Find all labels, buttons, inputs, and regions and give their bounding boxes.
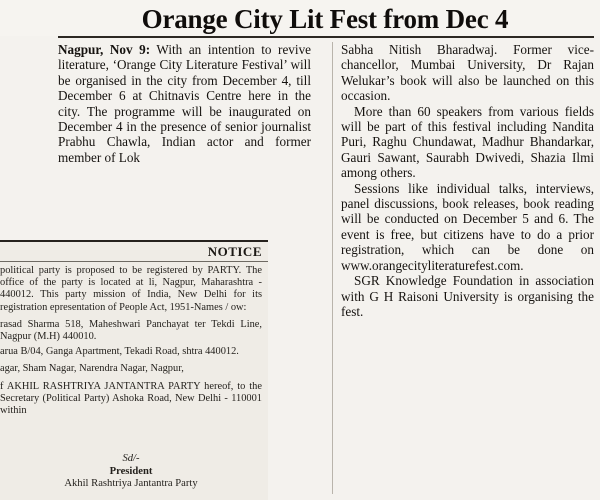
article-paragraph: Sessions like individual talks, interviews, panel discussions, book releases, book reading will be conducted on December 5 and 6. The event is free, but citizens have to do a prior registration, which can be done on www.orangecityliteraturefest.com. xyxy=(341,180,594,273)
notice-paragraph: f AKHIL RASHTRIYA JANTANTRA PARTY hereof, to the Secretary (Political Party) Ashoka Road, New Delhi - 110001 within xyxy=(0,380,262,417)
headline-divider xyxy=(58,36,594,38)
notice-title: NOTICE xyxy=(207,244,262,259)
article-paragraph: Sabha Nitish Bharadwaj. Former vice-chancellor, Mumbai University, Dr Rajan Welukar’s book will also be launched on this occasion. xyxy=(341,42,594,104)
notice-title-divider xyxy=(0,261,268,262)
article-paragraph: Nagpur, Nov 9: With an intention to revive literature, ‘Orange City Literature Festival’ will be organised in the city from December 4, till December 6 at Chitnavis Centre here in the city. The programme will be inaugurated on December 4 in the presence of senior journalist Prabhu Chawla, Indian actor and former member of Lok xyxy=(58,42,312,165)
notice-body xyxy=(0,265,262,422)
notice-paragraph: arua B/04, Ganga Apartment, Tekadi Road, shtra 440012. xyxy=(0,346,239,358)
notice-sd: Sd/- xyxy=(122,453,140,464)
headline-container xyxy=(0,0,600,36)
article-column-left xyxy=(58,42,311,165)
dateline: Nagpur, Nov 9: xyxy=(58,42,151,57)
notice-signoff xyxy=(0,453,262,491)
notice-top-divider xyxy=(0,240,268,242)
notice-party-name: Akhil Rashtriya Jantantra Party xyxy=(64,478,198,489)
notice-paragraph: political party is proposed to be registered by PARTY. The office of the party is located at li, Nagpur, Maharashtra - 440012. This party mission of India, New Delhi for its registration epresentation of People Act, 1951-Names / ow: xyxy=(0,265,262,313)
article-paragraph: More than 60 speakers from various fields will be part of this festival including Nandita Puri, Raghu Chundawat, Madhur Bhandarkar, Gauri Sawant, Saurabh Dwivedi, Shazia Ilmi among others. xyxy=(341,103,594,181)
column-divider xyxy=(332,42,333,494)
notice-paragraph: rasad Sharma 518, Maheshwari Panchayat ter Tekdi Line, Nagpur (M.H) 440010. xyxy=(0,318,262,343)
notice-paragraph: agar, Sham Nagar, Narendra Nagar, Nagpur, xyxy=(0,363,184,375)
notice-designation: President xyxy=(109,465,153,477)
page-title: Orange City Lit Fest from Dec 4 xyxy=(141,4,509,34)
article-paragraph: SGR Knowledge Foundation in association with G H Raisoni University is organising the fest. xyxy=(341,273,594,319)
notice-advertisement xyxy=(0,240,268,500)
article-column-right xyxy=(341,42,594,319)
